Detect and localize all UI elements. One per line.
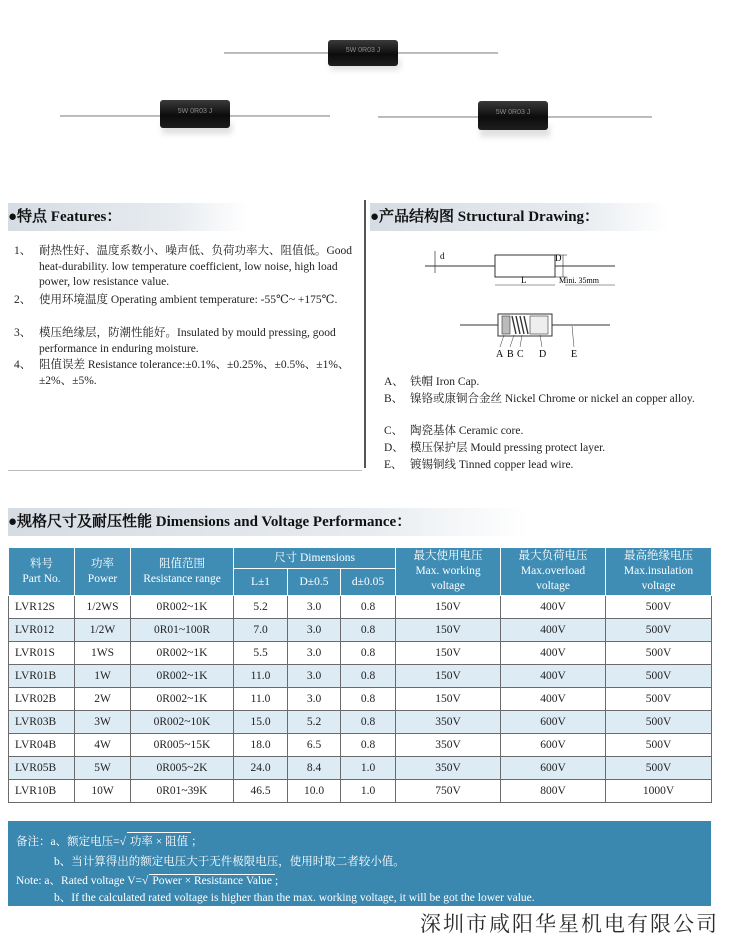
table-cell: 400V <box>501 619 606 642</box>
table-row <box>9 688 712 711</box>
resistor-right <box>478 101 548 130</box>
table-cell: 0.8 <box>341 642 396 665</box>
table-cell: 3W <box>75 711 131 734</box>
table-cell: 3.0 <box>288 688 341 711</box>
table-cell: 150V <box>396 665 501 688</box>
spec-table <box>8 547 712 803</box>
resistor-marking: 5W 0R03 J <box>495 109 531 116</box>
table-cell: LVR01S <box>9 642 75 665</box>
table-cell: 2W <box>75 688 131 711</box>
dimensions-heading: ●规格尺寸及耐压性能 Dimensions and Voltage Performance： <box>8 508 528 536</box>
table-cell: 0R002~1K <box>131 596 234 619</box>
table-cell: 4W <box>75 734 131 757</box>
table-row <box>9 619 712 642</box>
note-cn-b: b、当计算得出的额定电压大于无件极限电压，使用时取二者较小值。 <box>54 856 405 868</box>
table-cell: 5.5 <box>234 642 288 665</box>
table-cell: 350V <box>396 711 501 734</box>
table-cell: 0R01~39K <box>131 780 234 803</box>
table-cell: LVR05B <box>9 757 75 780</box>
note-cn-a: 备注：a、额定电压=√ 功率 × 阻值 ； <box>16 832 203 849</box>
table-cell: 46.5 <box>234 780 288 803</box>
table-cell: 1.0 <box>341 757 396 780</box>
table-cell: 5.2 <box>234 596 288 619</box>
section-rule <box>8 470 362 471</box>
table-cell: 600V <box>501 734 606 757</box>
table-row <box>9 757 712 780</box>
table-row <box>9 711 712 734</box>
table-row <box>9 642 712 665</box>
table-cell: 10W <box>75 780 131 803</box>
table-cell: 3.0 <box>288 596 341 619</box>
table-cell: 500V <box>606 665 712 688</box>
table-cell: 11.0 <box>234 665 288 688</box>
table-cell: 600V <box>501 711 606 734</box>
table-cell: 3.0 <box>288 619 341 642</box>
table-cell: 10.0 <box>288 780 341 803</box>
legend-item: A、 铁帽 Iron Cap. <box>384 376 480 388</box>
table-cell: 0.8 <box>341 665 396 688</box>
table-cell: 8.4 <box>288 757 341 780</box>
table-cell: 150V <box>396 619 501 642</box>
table-cell: 1/2WS <box>75 596 131 619</box>
part-letter: A <box>496 349 504 360</box>
legend-item: E、 镀锡铜线 Tinned copper lead wire. <box>384 459 574 471</box>
header-D: D±0.5 <box>288 569 341 596</box>
table-cell: 400V <box>501 642 606 665</box>
resistor-top <box>328 40 398 66</box>
table-cell: 500V <box>606 734 712 757</box>
table-cell: 0R002~1K <box>131 665 234 688</box>
header-power: 功率 Power <box>75 548 131 596</box>
table-cell: 150V <box>396 642 501 665</box>
structure-cutaway <box>460 305 610 360</box>
table-cell: 350V <box>396 757 501 780</box>
table-cell: 11.0 <box>234 688 288 711</box>
table-cell: 150V <box>396 596 501 619</box>
table-cell: 500V <box>606 642 712 665</box>
structure-legend <box>384 374 714 474</box>
table-cell: 500V <box>606 688 712 711</box>
company-name: 深圳市咸阳华星机电有限公司 <box>420 912 719 936</box>
table-row <box>9 734 712 757</box>
feature-item: 3、 模压绝缘层，防潮性能好。Insulated by mould pressing, good performance in enduring moisture. <box>14 327 336 355</box>
header-L: L±1 <box>234 569 288 596</box>
header-overload-voltage: 最大负荷电压 Max.overload voltage <box>501 548 606 596</box>
table-cell: 350V <box>396 734 501 757</box>
table-cell: 24.0 <box>234 757 288 780</box>
table-cell: 500V <box>606 619 712 642</box>
table-cell: 0R002~1K <box>131 688 234 711</box>
table-cell: 0R002~1K <box>131 642 234 665</box>
table-cell: 5W <box>75 757 131 780</box>
table-cell: LVR03B <box>9 711 75 734</box>
table-cell: 15.0 <box>234 711 288 734</box>
table-cell: 0.8 <box>341 596 396 619</box>
table-cell: 0R01~100R <box>131 619 234 642</box>
header-range: 阻值范围 Resistance range <box>131 548 234 596</box>
part-letter: E <box>571 349 578 360</box>
table-cell: 0R005~15K <box>131 734 234 757</box>
table-cell: LVR04B <box>9 734 75 757</box>
resistor-marking: 5W 0R03 J <box>345 47 381 54</box>
resistor-left <box>160 100 230 128</box>
table-cell: 0R002~10K <box>131 711 234 734</box>
table-row <box>9 780 712 803</box>
feature-item: 4、 阻值误差 Resistance tolerance:±0.1%、±0.25%、±0.5%、±1%、±2%、±5%. <box>14 359 350 387</box>
table-cell: 1W <box>75 665 131 688</box>
table-cell: 18.0 <box>234 734 288 757</box>
note-en-a: Note: a、Rated voltage V=√ Power × Resistance Value ; <box>16 875 279 887</box>
part-letter: D <box>539 349 547 360</box>
table-cell: 800V <box>501 780 606 803</box>
table-row <box>9 596 712 619</box>
table-cell: 0R005~2K <box>131 757 234 780</box>
table-cell: 3.0 <box>288 642 341 665</box>
table-cell: 400V <box>501 665 606 688</box>
table-cell: 1/2W <box>75 619 131 642</box>
part-letter: B <box>507 349 514 360</box>
table-cell: 750V <box>396 780 501 803</box>
table-cell: 400V <box>501 596 606 619</box>
header-part: 料号 Part No. <box>9 548 75 596</box>
table-cell: LVR02B <box>9 688 75 711</box>
feature-item: 1、 耐热性好、温度系数小、噪声低、负荷功率大、阻值低。Good heat-durability. low temperature coefficient, low noise, high load power, low resistance value. <box>14 245 353 288</box>
table-cell: 0.8 <box>341 688 396 711</box>
table-cell: 500V <box>606 757 712 780</box>
table-cell: LVR01B <box>9 665 75 688</box>
dim-d-label: d <box>440 251 445 261</box>
header-d: d±0.05 <box>341 569 396 596</box>
table-row <box>9 665 712 688</box>
structure-heading: ●产品结构图 Structural Drawing： <box>370 203 670 231</box>
table-cell: 5.2 <box>288 711 341 734</box>
table-cell: 6.5 <box>288 734 341 757</box>
table-cell: 0.8 <box>341 734 396 757</box>
legend-item: B、 镍铬或康铜合金丝 Nickel Chrome or nickel an copper alloy. <box>384 393 695 405</box>
features-heading: ●特点 Features： <box>8 203 248 231</box>
table-cell: 500V <box>606 596 712 619</box>
table-cell: 500V <box>606 711 712 734</box>
feature-item: 2、 使用环境温度 Operating ambient temperature: -55℃~ +175℃. <box>14 294 338 306</box>
table-cell: 150V <box>396 688 501 711</box>
table-cell: 400V <box>501 688 606 711</box>
table-cell: LVR012 <box>9 619 75 642</box>
legend-item: C、 陶瓷基体 Ceramic core. <box>384 425 524 437</box>
table-cell: 0.8 <box>341 619 396 642</box>
note-en-b: b、If the calculated rated voltage is higher than the max. working voltage, it will be got the lower value. <box>54 892 535 904</box>
table-cell: 600V <box>501 757 606 780</box>
dim-min-label: Mini. 35mm <box>559 276 600 285</box>
table-cell: 1WS <box>75 642 131 665</box>
table-cell: 1000V <box>606 780 712 803</box>
table-cell: 0.8 <box>341 711 396 734</box>
table-cell: LVR12S <box>9 596 75 619</box>
table-cell: LVR10B <box>9 780 75 803</box>
table-cell: 7.0 <box>234 619 288 642</box>
dim-L-label: L <box>521 275 527 285</box>
dimension-drawing <box>415 245 625 295</box>
notes-panel <box>8 821 711 906</box>
table-cell: 3.0 <box>288 665 341 688</box>
table-cell: 1.0 <box>341 780 396 803</box>
header-insulation-voltage: 最高绝缘电压 Max.insulation voltage <box>606 548 712 596</box>
header-working-voltage: 最大使用电压 Max. working voltage <box>396 548 501 596</box>
dim-D-label: D <box>555 253 562 263</box>
resistor-marking: 5W 0R03 J <box>177 108 213 115</box>
section-divider <box>364 200 366 468</box>
legend-item: D、 模压保护层 Mould pressing protect layer. <box>384 442 606 454</box>
part-letter: C <box>517 349 524 360</box>
header-dimensions: 尺寸 Dimensions <box>234 548 396 569</box>
